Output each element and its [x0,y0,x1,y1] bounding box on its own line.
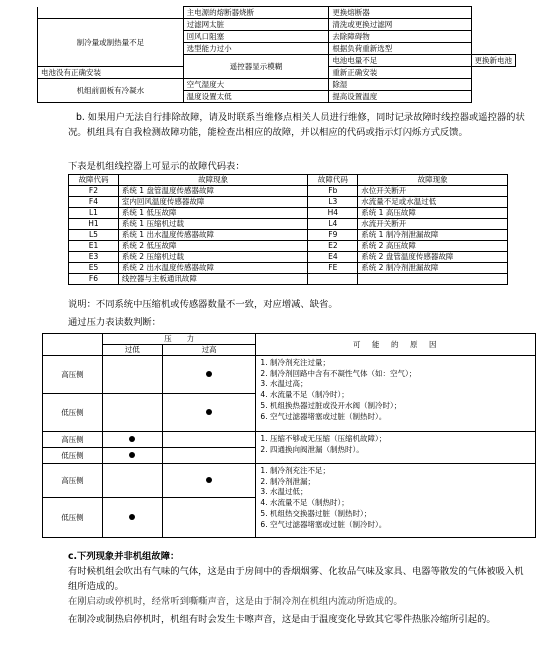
header-low: 过低 [102,345,162,356]
cause-item: 6. 空气过滤器堵塞或过脏（制热时）。 [260,411,387,421]
cause-cell: 温度设置太低 [183,91,329,103]
cause-item: 1. 制冷剂充注不足； [260,466,330,475]
section-c-p1: 有时候机组会吹出有气味的气体，这是由于房间中的香烟烟雾、化妆品气味及家具、电器等散发的气体被吸入机组所造成的。 [68,566,524,592]
fault-symptom: 系统 2 低压故障 [118,241,307,252]
fault-symptom: 系统 1 出水温度传感器故障 [118,230,307,241]
side-label: 高压侧 [43,464,103,498]
fault-symptom: 系统 1 压缩机过载 [118,219,307,230]
fault-symptom: 系统 2 高压故障 [358,241,508,252]
indicator-dot [129,436,135,442]
cause-cell: 空气湿度大 [183,79,329,91]
fix-cell: 除湿 [329,79,471,91]
indicator-dot [206,409,212,415]
cause-item: 1. 压缩不够或无压缩（压缩机故障）； [260,434,387,443]
cause-item: 1. 制冷剂充注过量； [260,358,330,367]
fault-symptom: 水流量不足或水温过低 [358,197,508,208]
cause-item: 2. 制冷剂泄漏； [260,476,315,486]
pressure-header-row [43,334,536,345]
header-code-1: 故障代码 [69,175,119,186]
fault-code: E2 [308,241,358,252]
low-cell [102,464,162,498]
fault-code-row [69,274,508,285]
fix-cell: 更换熔断器 [329,7,471,19]
fault-code: F2 [69,186,119,197]
fault-code-row [69,241,508,252]
causes-high-pressure [256,356,536,432]
fault-code-row [69,219,508,230]
side-label: 高压侧 [43,356,103,394]
indicator-dot [206,371,212,377]
cause-cell: 电池电量不足 [329,55,471,67]
pressure-intro: 通过压力表读数判断： [68,317,161,328]
cause-item: 4. 水流量不足（制冷时）； [260,390,349,400]
fault-symptom: 系统 2 压缩机过载 [118,252,307,263]
fault-symptom [358,274,508,285]
fault-code: FE [308,263,358,274]
cause-cell: 主电源的熔断器烧断 [183,7,329,19]
fault-symptom: 系统 1 低压故障 [118,208,307,219]
pressure-row [43,432,536,448]
fault-code: L3 [308,197,358,208]
cause-item: 4. 水流量不足（制热时）； [260,498,349,508]
troubleshooting-table [37,6,516,103]
fault-symptom: 水位开关断开 [358,186,508,197]
fault-code: F9 [308,230,358,241]
fault-code: L1 [69,208,119,219]
fault-code: F6 [69,274,119,285]
fault-symptom: 系统 1 盘管温度传感器故障 [118,186,307,197]
fault-code: E3 [69,252,119,263]
fault-symptom: 室内回风温度传感器故障 [118,197,307,208]
cause-item: 2. 制冷剂回路中含有不凝性气体（如：空气）； [260,368,417,378]
low-cell [102,394,162,432]
cause-item: 3. 水温过高； [260,379,308,389]
fix-cell: 更换新电池 [471,55,516,67]
paragraph-b: b. 如果用户无法自行排除故障，请及时联系当维修点相关人员进行维修，同时记录故障时线控器或遥控器的状况。机组具有自我检测故障功能，能检查出相应的故障，并以相应的代码或指示灯闪烁方式反馈。 [68,112,525,138]
fault-code [308,274,358,285]
low-cell [102,448,162,464]
fault-symptom: 系统 2 制冷剂泄漏故障 [358,263,508,274]
fault-code-row [69,230,508,241]
problem-cell [38,7,184,19]
fix-cell: 清洗或更换过滤网 [329,19,471,31]
fault-symptom: 系统 2 出水温度传感器故障 [118,263,307,274]
header-code-2: 故障代码 [308,175,358,186]
cause-item: 2. 四通换向阀泄漏（制热时）。 [260,444,364,454]
section-c-p3: 在制冷或制热启停机时，机组有时会发生卡嚓声音，这是由于温度变化导致其它零件热胀冷缩所引起的。 [68,614,496,625]
fault-code: L5 [69,230,119,241]
cause-cell: 回风口阻塞 [183,31,329,43]
fault-code-table [68,174,508,285]
fault-code-intro: 下表是机组线控器上可显示的故障代码表： [68,161,245,172]
fault-symptom: 系统 2 盘管温度传感器故障 [358,252,508,263]
fault-symptom: 水流开关断开 [358,219,508,230]
cause-item: 6. 空气过滤器堵塞或过脏（制冷时）。 [260,519,387,529]
high-cell [162,432,256,448]
section-c-p2: 在刚启动或停机时，经常听到嘶嘶声音，这是由于制冷剂在机组内流动所造成的。 [68,596,403,607]
fault-code-header-row [69,175,508,186]
cause-cell: 电池没有正确安装 [38,67,184,79]
fault-symptom: 线控器与主板通讯故障 [118,274,307,285]
header-symptom-2: 故障现象 [358,175,508,186]
fix-cell: 根据负荷重新选型 [329,43,471,55]
fix-cell: 重新正确安装 [329,67,471,79]
cause-item: 5. 机组换热器过脏或没开水阀（制冷时）； [260,400,402,410]
high-cell [162,448,256,464]
pressure-table [42,333,536,538]
indicator-dot [129,514,135,520]
header-cause: 可 能 的 原 因 [256,334,536,356]
cause-cell: 选型能力过小 [183,43,329,55]
fault-code: L4 [308,219,358,230]
side-label: 低压侧 [43,394,103,432]
cause-item: 5. 机组热交换器过脏（制热时）； [260,508,372,518]
problem-cell: 遥控器显示模糊 [183,55,329,79]
fault-code: H4 [308,208,358,219]
header-high: 过高 [162,345,256,356]
cause-cell: 过滤网太脏 [183,19,329,31]
fault-code: E4 [308,252,358,263]
troubleshooting-table-body [38,7,516,103]
indicator-dot [206,477,212,483]
fault-code: Fb [308,186,358,197]
fault-code: H1 [69,219,119,230]
fault-code: F4 [69,197,119,208]
causes-low-pressure [256,464,536,538]
fix-cell: 去除障碍物 [329,31,471,43]
low-cell [102,356,162,394]
high-cell [162,356,256,394]
header-pressure: 压 力 [102,334,256,345]
fault-code-body [69,186,508,285]
fault-symptom: 系统 1 高压故障 [358,208,508,219]
high-cell [162,394,256,432]
cause-item: 3. 水温过低； [260,487,308,497]
fix-cell: 提高设置温度 [329,91,471,103]
header-symptom-1: 故障现象 [118,175,307,186]
low-cell [102,432,162,448]
fault-code-note: 说明：不同系统中压缩机或传感器数量不一致，对应增减、缺省。 [68,299,338,310]
high-cell [162,498,256,538]
fault-code: E1 [69,241,119,252]
problem-cell: 机组前面板有冷凝水 [38,79,184,103]
low-cell [102,498,162,538]
fault-code-row [69,208,508,219]
pressure-row [43,356,536,394]
side-label: 高压侧 [43,432,103,448]
troubleshooting-row [38,7,516,19]
fault-code-row [69,263,508,274]
fault-code-row [69,186,508,197]
fault-symptom: 系统 1 制冷剂泄漏故障 [358,230,508,241]
problem-cell: 制冷量或制热量不足 [38,19,184,67]
fault-code: E5 [69,263,119,274]
causes-compressor [256,432,536,464]
high-cell [162,464,256,498]
section-c-title: c.下列现象并非机组故障： [68,551,180,562]
indicator-dot [129,452,135,458]
fault-code-row [69,197,508,208]
fault-code-row [69,252,508,263]
side-label: 低压侧 [43,498,103,538]
side-label: 低压侧 [43,448,103,464]
troubleshooting-row [38,19,516,31]
pressure-row [43,464,536,498]
troubleshooting-row [38,79,516,91]
